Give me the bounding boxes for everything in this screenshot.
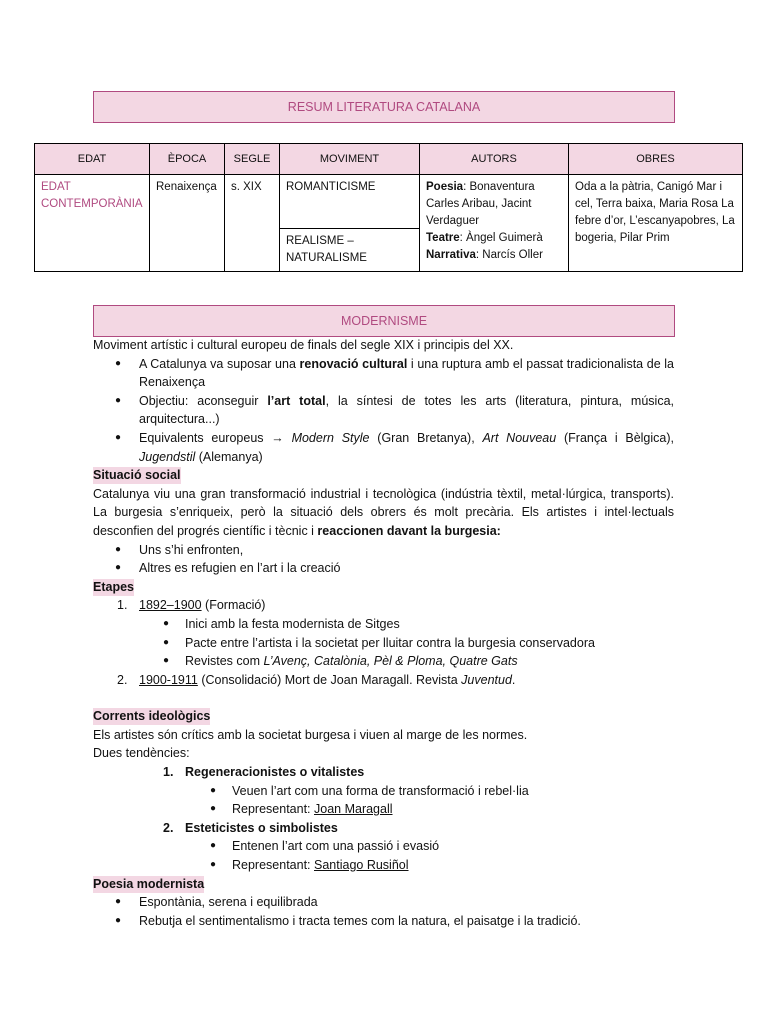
autors-teatre: : Àngel Guimerà xyxy=(459,232,543,244)
corrents-list-2 xyxy=(93,819,674,838)
list-item xyxy=(93,429,674,466)
autors-poesia-label: Poesia xyxy=(426,181,464,193)
text: , la síntesi de totes les arts (literatura, pintura, música, arquitectura...) xyxy=(139,393,674,427)
text: Revistes com xyxy=(185,654,264,669)
etapes-list-2 xyxy=(93,671,674,690)
list-item xyxy=(93,856,674,875)
representant-name: Joan Maragall xyxy=(314,802,393,817)
list-item: ● Entenen l’art com una passió i evasió xyxy=(93,837,674,856)
tendencia1-sublist xyxy=(93,782,674,819)
text: Equivalents europeus → xyxy=(139,430,292,445)
modernisme-intro: Moviment artístic i cultural europeu de finals del segle XIX i principis del XX. xyxy=(93,338,514,352)
header-obres: OBRES xyxy=(569,144,743,175)
text: i una ruptura amb el passat tradicionalista de la Renaixença xyxy=(139,356,674,390)
etapes-list xyxy=(93,596,674,615)
moviment-realisme: REALISME – NATURALISME xyxy=(286,235,367,264)
text-bold: renovació cultural xyxy=(299,356,408,371)
text: Representant: xyxy=(232,802,314,817)
spacer xyxy=(93,689,674,707)
cell-segle: s. XIX xyxy=(225,175,280,272)
cell-autors xyxy=(420,175,569,272)
etapa-date: 1900-1911 xyxy=(139,672,198,687)
text: . xyxy=(511,672,516,687)
autors-narrativa: : Narcís Oller xyxy=(475,249,543,261)
content-body xyxy=(93,336,674,930)
text-italic: L’Avenç, Catalònia, Pèl & Ploma, Quatre Gats xyxy=(263,654,518,669)
representant-name: Santiago Rusiñol xyxy=(314,858,409,873)
etapa1-sublist xyxy=(93,615,674,671)
header-edat: EDAT xyxy=(35,144,150,175)
corrents-line-1: Els artistes són crítics amb la societat burgesa i viuen al marge de les normes. xyxy=(93,727,528,742)
poesia-list xyxy=(93,893,674,930)
list-item xyxy=(93,671,674,690)
cell-epoca: Renaixença xyxy=(150,175,225,272)
list-item xyxy=(93,819,674,838)
modernisme-list xyxy=(93,355,674,467)
header-moviment: MOVIMENT xyxy=(280,144,420,175)
text-bold: Regeneracionistes o vitalistes xyxy=(185,765,365,780)
corrents-heading: Corrents ideològics xyxy=(93,709,211,724)
list-item xyxy=(93,763,674,782)
text: (Gran Bretanya), xyxy=(369,430,483,445)
situacio-heading: Situació social xyxy=(93,468,181,483)
text: Representant: xyxy=(232,858,314,873)
text-bold: Esteticistes o simbolistes xyxy=(185,820,338,835)
moviment-romanticisme: ROMANTICISME xyxy=(280,175,419,229)
list-item xyxy=(93,652,674,671)
etapes-heading: Etapes xyxy=(93,579,134,594)
list-item: ● Rebutja el sentimentalismo i tracta temes com la natura, el paisatge i la tradició. xyxy=(93,912,674,931)
text: A Catalunya va suposar una xyxy=(139,356,300,371)
table-header-row xyxy=(35,144,743,175)
text: (Formació) xyxy=(201,598,266,613)
autors-narrativa-label: Narrativa xyxy=(426,249,476,261)
situacio-list xyxy=(93,541,674,578)
modernisme-title xyxy=(93,305,675,337)
list-item: ● Altres es refugien en l’art i la creació xyxy=(93,559,674,578)
cell-moviment xyxy=(280,175,420,272)
list-item: ● Espontània, serena i equilibrada xyxy=(93,893,674,912)
list-item xyxy=(93,355,674,392)
cell-obres: Oda a la pàtria, Canigó Mar i cel, Terra baixa, Maria Rosa La febre d’or, L’escanyapobres, La bogeria, Pilar Prim xyxy=(569,175,743,272)
tendencia2-sublist xyxy=(93,837,674,874)
text-italic: Art Nouveau xyxy=(482,430,557,445)
header-epoca: ÈPOCA xyxy=(150,144,225,175)
text: (França i Bèlgica), xyxy=(556,430,674,445)
list-item: ● Uns s’hi enfronten, xyxy=(93,541,674,560)
corrents-line-2: Dues tendències: xyxy=(93,746,190,761)
autors-poesia: : Bonaventura Carles Aribau, Jacint Verdaguer xyxy=(426,181,535,227)
page-title-text: RESUM LITERATURA CATALANA xyxy=(287,99,481,114)
text-bold: reaccionen davant la burgesia: xyxy=(317,523,501,538)
text: (Consolidació) Mort de Joan Maragall. Revista xyxy=(197,672,462,687)
text-bold: l’art total xyxy=(267,393,326,408)
list-number: 1. xyxy=(117,598,128,613)
list-number: 2. xyxy=(117,672,128,687)
autors-teatre-label: Teatre xyxy=(426,232,460,244)
header-segle: SEGLE xyxy=(225,144,280,175)
list-number: 2. xyxy=(163,820,174,835)
text: Objectiu: aconseguir xyxy=(139,393,268,408)
table-row xyxy=(35,175,743,272)
modernisme-title-text: MODERNISME xyxy=(340,313,428,328)
text-italic: Modern Style xyxy=(291,430,370,445)
list-number: 1. xyxy=(163,765,174,780)
page-title xyxy=(93,91,675,123)
etapa-date: 1892–1900 xyxy=(139,598,202,613)
cell-edat: EDAT CONTEMPORÀNIA xyxy=(35,175,150,272)
text: (Alemanya) xyxy=(195,449,263,464)
header-autors: AUTORS xyxy=(420,144,569,175)
list-item: ● Pacte entre l’artista i la societat per lluitar contra la burgesia conservadora xyxy=(93,634,674,653)
list-item xyxy=(93,596,674,615)
situacio-text xyxy=(93,485,674,541)
corrents-list xyxy=(93,763,674,782)
list-item xyxy=(93,392,674,429)
literature-table xyxy=(34,143,743,272)
poesia-heading: Poesia modernista xyxy=(93,876,205,891)
list-item: ● Inici amb la festa modernista de Sitges xyxy=(93,615,674,634)
text-italic: Juventud xyxy=(461,672,512,687)
list-item: ● Veuen l’art com una forma de transformació i rebel·lia xyxy=(93,782,674,801)
list-item xyxy=(93,800,674,819)
text: Catalunya viu una gran transformació industrial i tecnològica (indústria tèxtil, metal·lúrgica, transports). La burgesia s’enriqueix, però la situació dels obrers és molt precària. Els artistes i intel·lectuals desconfien del progrés científic i tècnic i xyxy=(93,486,674,538)
text-italic: Jugendstil xyxy=(139,449,196,464)
